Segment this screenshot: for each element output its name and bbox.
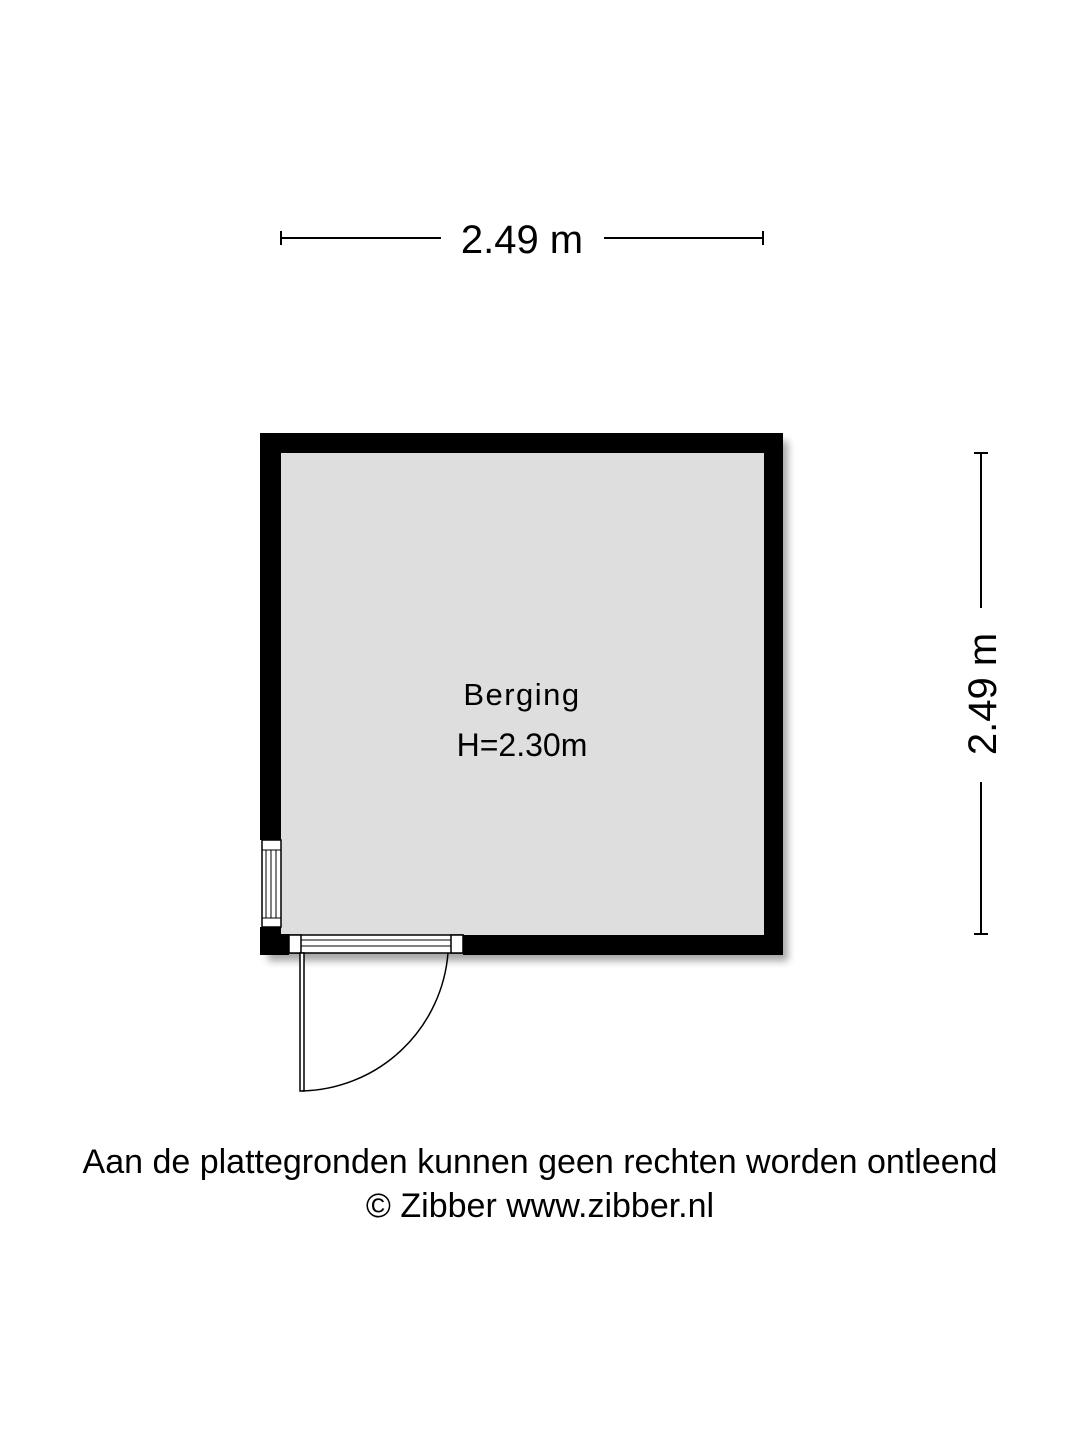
window-left: [262, 840, 281, 927]
wall-bottom-left-stub: [260, 934, 289, 955]
wall-top: [260, 433, 783, 453]
footer: [0, 1140, 1080, 1228]
wall-right: [764, 433, 783, 955]
copyright-text: © Zibber www.zibber.nl: [365, 1187, 715, 1225]
wall-left: [260, 433, 281, 840]
depth-dimension: [961, 453, 1005, 934]
depth-dimension-label: 2.49 m: [961, 632, 1005, 756]
room-height-label: H=2.30m: [456, 727, 588, 763]
room-name: Berging: [463, 677, 581, 712]
door-swing-arc: [302, 953, 448, 1091]
width-dimension: [281, 218, 763, 262]
door-threshold: [289, 935, 463, 953]
room-berging: [260, 433, 788, 1091]
disclaimer-text: Aan de plattegronden kunnen geen rechten worden ontleend: [82, 1143, 998, 1181]
width-dimension-label: 2.49 m: [460, 218, 584, 262]
door-swing: [300, 953, 448, 1091]
door-leaf: [300, 953, 304, 1091]
wall-bottom: [463, 935, 783, 955]
